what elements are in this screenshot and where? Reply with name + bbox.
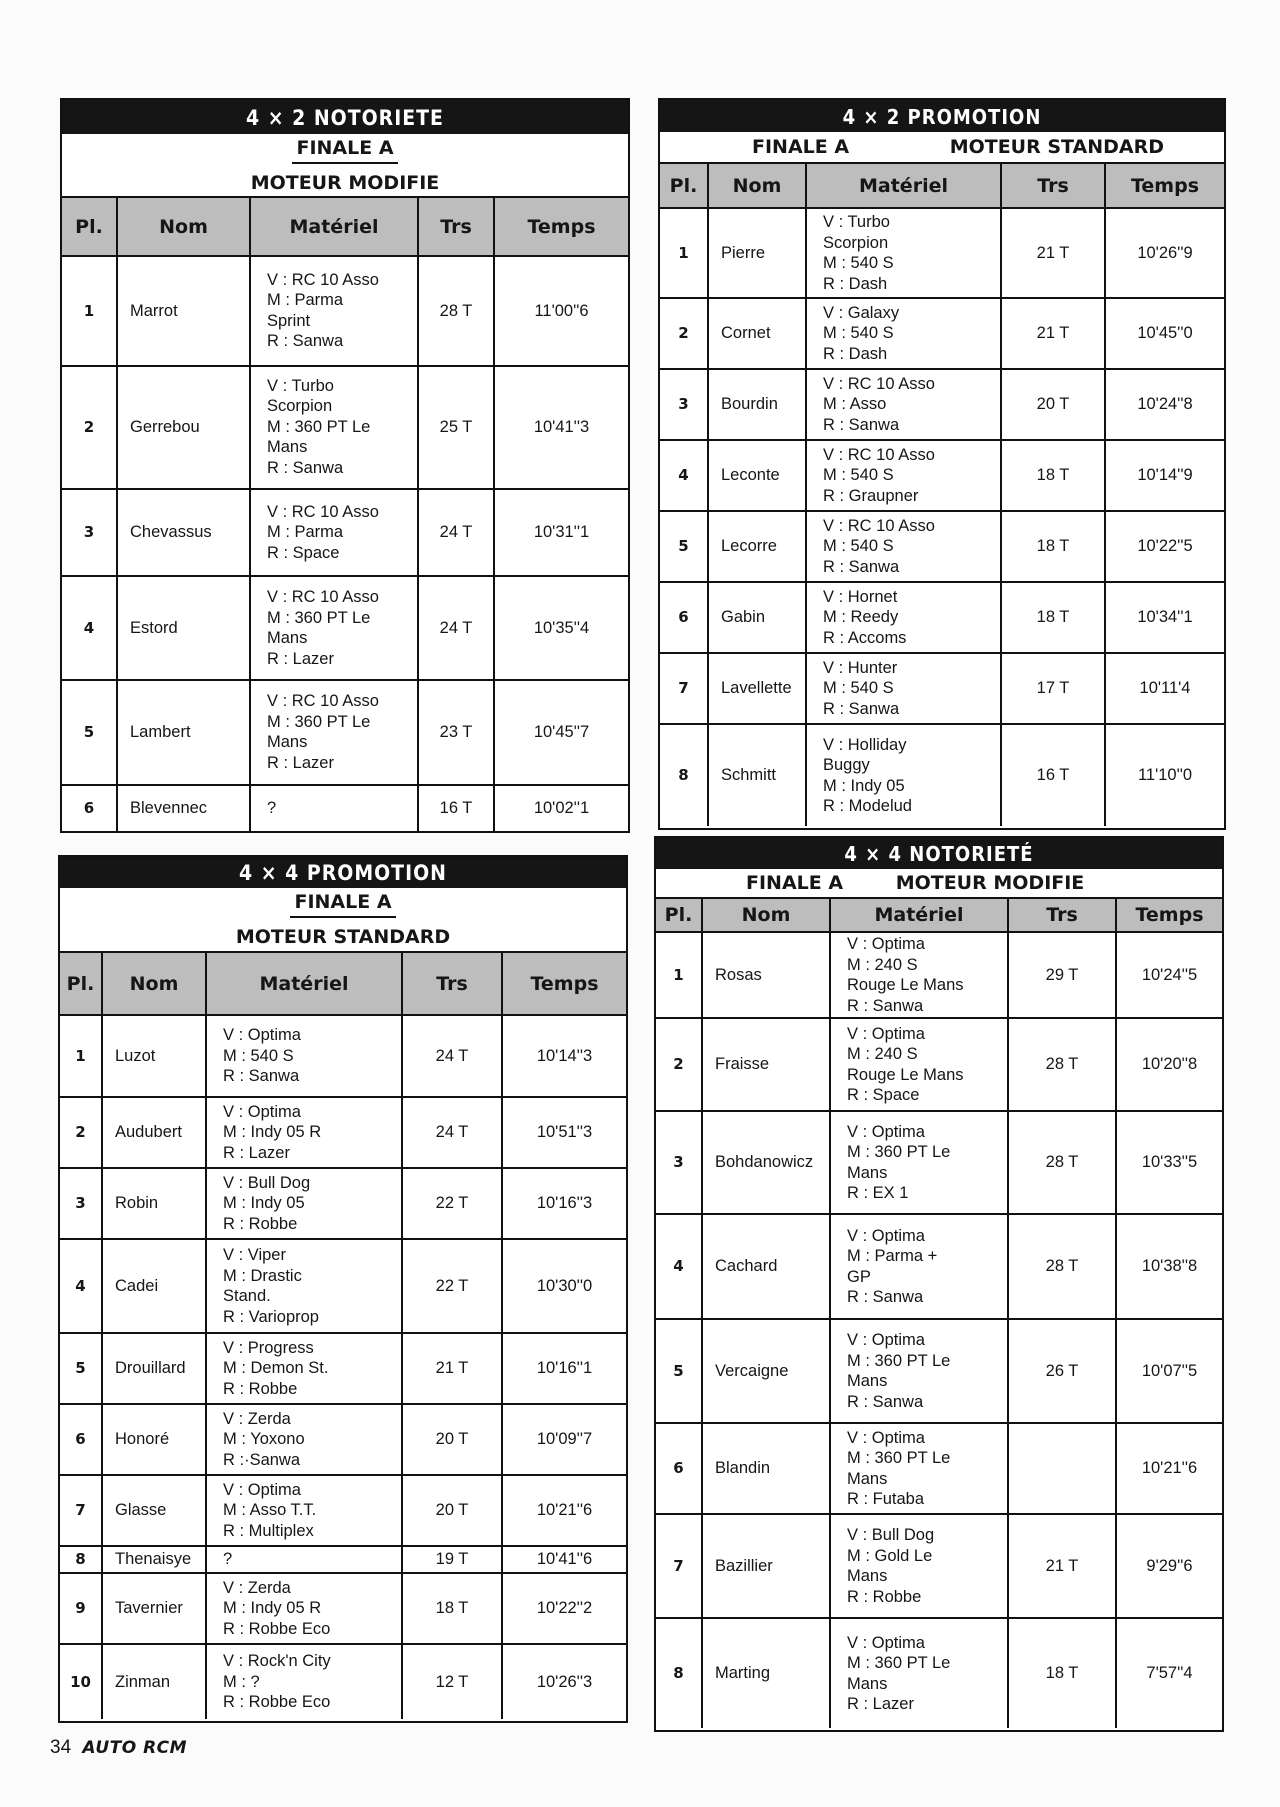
equipment-cell: V : Turbo Scorpion M : 360 PT Le Mans R : Sanwa	[250, 366, 418, 489]
equipment-cell: V : Bull Dog M : Gold Le Mans R : Robbe	[830, 1514, 1008, 1619]
place-cell: 7	[60, 1475, 102, 1546]
engine-class-label: MOTEUR MODIFIE	[250, 172, 440, 194]
col-header-trs: Trs	[418, 198, 494, 256]
laps-cell: 18 T	[1008, 1618, 1116, 1728]
col-header-materiel: Matériel	[206, 953, 402, 1015]
laps-cell: 22 T	[402, 1168, 502, 1239]
equipment-cell: V : Hornet M : Reedy R : Accoms	[806, 582, 1001, 653]
name-cell: Gerrebou	[117, 366, 250, 489]
name-cell: Drouillard	[102, 1333, 206, 1404]
time-cell: 10'35''4	[494, 576, 628, 680]
time-cell: 11'10''0	[1105, 724, 1224, 826]
name-cell: Audubert	[102, 1097, 206, 1168]
col-header-nom: Nom	[702, 899, 830, 932]
table-row	[656, 1514, 1222, 1619]
time-cell: 10'21''6	[1116, 1423, 1222, 1513]
laps-cell: 17 T	[1001, 653, 1105, 724]
place-cell: 2	[660, 298, 708, 369]
time-cell: 10'07''5	[1116, 1319, 1222, 1424]
table-row	[62, 680, 628, 785]
time-cell: 7'57''4	[1116, 1618, 1222, 1728]
results-table-4x2-notoriete	[60, 98, 630, 833]
results-grid	[60, 953, 626, 1719]
laps-cell: 18 T	[402, 1573, 502, 1644]
equipment-cell: V : Rock'n City M : ? R : Robbe Eco	[206, 1644, 402, 1719]
laps-cell: 28 T	[418, 256, 494, 366]
equipment-cell: V : Galaxy M : 540 S R : Dash	[806, 298, 1001, 369]
time-cell: 10'31''1	[494, 489, 628, 577]
table-subtitle	[656, 869, 1222, 899]
finale-label: FINALE A	[752, 136, 850, 158]
place-cell: 2	[60, 1097, 102, 1168]
name-cell: Leconte	[708, 440, 806, 511]
name-cell: Thenaisye	[102, 1546, 206, 1573]
time-cell: 10'51''3	[502, 1097, 626, 1168]
table-row	[656, 1214, 1222, 1319]
place-cell: 7	[660, 653, 708, 724]
place-cell: 4	[656, 1214, 702, 1319]
equipment-cell: V : Optima M : 240 S Rouge Le Mans R : Space	[830, 1018, 1008, 1110]
time-cell: 10'14''9	[1105, 440, 1224, 511]
laps-cell: 16 T	[1001, 724, 1105, 826]
engine-class-label: MOTEUR STANDARD	[235, 926, 451, 948]
place-cell: 9	[60, 1573, 102, 1644]
table-row	[656, 932, 1222, 1018]
time-cell: 10'30''0	[502, 1239, 626, 1333]
table-subtitle	[62, 134, 628, 198]
name-cell: Tavernier	[102, 1573, 206, 1644]
name-cell: Robin	[102, 1168, 206, 1239]
name-cell: Lavellette	[708, 653, 806, 724]
engine-class-label: MOTEUR MODIFIE	[895, 872, 1085, 894]
table-row	[60, 1015, 626, 1097]
laps-cell: 21 T	[402, 1333, 502, 1404]
equipment-cell: V : Bull Dog M : Indy 05 R : Robbe	[206, 1168, 402, 1239]
name-cell: Fraisse	[702, 1018, 830, 1110]
page-number: 34	[50, 1737, 72, 1758]
name-cell: Honoré	[102, 1404, 206, 1475]
table-row	[660, 511, 1224, 582]
time-cell: 10'41''6	[502, 1546, 626, 1573]
equipment-cell: V : Optima M : Parma + GP R : Sanwa	[830, 1214, 1008, 1319]
name-cell: Cornet	[708, 298, 806, 369]
table-row	[60, 1573, 626, 1644]
place-cell: 8	[60, 1546, 102, 1573]
equipment-cell: ?	[206, 1546, 402, 1573]
equipment-cell: V : Optima M : 240 S Rouge Le Mans R : Sanwa	[830, 932, 1008, 1018]
name-cell: Schmitt	[708, 724, 806, 826]
time-cell: 10'45''0	[1105, 298, 1224, 369]
table-row	[62, 576, 628, 680]
table-row	[60, 1168, 626, 1239]
time-cell: 10'22''2	[502, 1573, 626, 1644]
equipment-cell: V : Optima M : 360 PT Le Mans R : EX 1	[830, 1111, 1008, 1215]
laps-cell: 18 T	[1001, 582, 1105, 653]
name-cell: Gabin	[708, 582, 806, 653]
laps-cell: 28 T	[1008, 1111, 1116, 1215]
col-header-nom: Nom	[708, 164, 806, 208]
table-row	[62, 785, 628, 831]
time-cell: 10'38''8	[1116, 1214, 1222, 1319]
table-row	[660, 653, 1224, 724]
equipment-cell: V : Optima M : Asso T.T. R : Multiplex	[206, 1475, 402, 1546]
name-cell: Zinman	[102, 1644, 206, 1719]
place-cell: 5	[656, 1319, 702, 1424]
time-cell: 10'20''8	[1116, 1018, 1222, 1110]
equipment-cell: V : Optima M : 360 PT Le Mans R : Sanwa	[830, 1319, 1008, 1424]
laps-cell: 24 T	[402, 1015, 502, 1097]
place-cell: 6	[62, 785, 117, 831]
results-grid	[656, 899, 1222, 1728]
time-cell: 10'24''5	[1116, 932, 1222, 1018]
magazine-logo: AUTO RCM	[82, 1738, 188, 1758]
place-cell: 6	[656, 1423, 702, 1513]
time-cell: 10'16''1	[502, 1333, 626, 1404]
equipment-cell: V : Optima M : Indy 05 R R : Lazer	[206, 1097, 402, 1168]
laps-cell: 24 T	[418, 576, 494, 680]
time-cell: 10'41''3	[494, 366, 628, 489]
place-cell: 4	[660, 440, 708, 511]
table-row	[656, 1319, 1222, 1424]
name-cell: Blandin	[702, 1423, 830, 1513]
laps-cell: 20 T	[402, 1404, 502, 1475]
laps-cell: 12 T	[402, 1644, 502, 1719]
place-cell: 10	[60, 1644, 102, 1719]
equipment-cell: V : Progress M : Demon St. R : Robbe	[206, 1333, 402, 1404]
col-header-pl: Pl.	[660, 164, 708, 208]
equipment-cell: V : Turbo Scorpion M : 540 S R : Dash	[806, 208, 1001, 298]
results-table-4x2-promotion	[658, 98, 1226, 830]
place-cell: 1	[62, 256, 117, 366]
place-cell: 1	[60, 1015, 102, 1097]
laps-cell: 20 T	[1001, 369, 1105, 440]
results-table-4x4-promotion	[58, 855, 628, 1723]
col-header-trs: Trs	[1008, 899, 1116, 932]
col-header-nom: Nom	[102, 953, 206, 1015]
finale-label: FINALE A	[290, 888, 395, 918]
equipment-cell: V : Viper M : Drastic Stand. R : Varioprop	[206, 1239, 402, 1333]
table-row	[60, 1546, 626, 1573]
table-row	[60, 1239, 626, 1333]
laps-cell: 24 T	[402, 1097, 502, 1168]
col-header-materiel: Matériel	[250, 198, 418, 256]
name-cell: Marrot	[117, 256, 250, 366]
name-cell: Cadei	[102, 1239, 206, 1333]
col-header-temps: Temps	[1116, 899, 1222, 932]
table-row	[62, 489, 628, 577]
laps-cell: 29 T	[1008, 932, 1116, 1018]
name-cell: Lambert	[117, 680, 250, 785]
name-cell: Pierre	[708, 208, 806, 298]
table-row	[660, 724, 1224, 826]
finale-label: FINALE A	[746, 872, 844, 894]
place-cell: 2	[656, 1018, 702, 1110]
col-header-pl: Pl.	[656, 899, 702, 932]
table-title-band: 4 × 4 NOTORIETÉ	[656, 838, 1222, 869]
laps-cell: 25 T	[418, 366, 494, 489]
name-cell: Luzot	[102, 1015, 206, 1097]
table-title-band: 4 × 4 PROMOTION	[60, 857, 626, 888]
col-header-pl: Pl.	[60, 953, 102, 1015]
time-cell: 10'02''1	[494, 785, 628, 831]
place-cell: 3	[660, 369, 708, 440]
name-cell: Chevassus	[117, 489, 250, 577]
laps-cell: 21 T	[1001, 298, 1105, 369]
col-header-temps: Temps	[502, 953, 626, 1015]
place-cell: 4	[62, 576, 117, 680]
equipment-cell: V : RC 10 Asso M : 360 PT Le Mans R : Lazer	[250, 680, 418, 785]
time-cell: 10'14''3	[502, 1015, 626, 1097]
laps-cell: 22 T	[402, 1239, 502, 1333]
col-header-pl: Pl.	[62, 198, 117, 256]
table-title-band: 4 × 2 PROMOTION	[660, 100, 1224, 132]
place-cell: 3	[656, 1111, 702, 1215]
time-cell: 10'21''6	[502, 1475, 626, 1546]
place-cell: 5	[660, 511, 708, 582]
equipment-cell: V : RC 10 Asso M : 360 PT Le Mans R : Lazer	[250, 576, 418, 680]
time-cell: 10'24''8	[1105, 369, 1224, 440]
table-row	[62, 256, 628, 366]
equipment-cell: V : RC 10 Asso M : Parma Sprint R : Sanwa	[250, 256, 418, 366]
laps-cell: 19 T	[402, 1546, 502, 1573]
col-header-materiel: Matériel	[806, 164, 1001, 208]
laps-cell: 16 T	[418, 785, 494, 831]
time-cell: 10'26''3	[502, 1644, 626, 1719]
name-cell: Blevennec	[117, 785, 250, 831]
results-grid	[660, 164, 1224, 826]
table-row	[660, 582, 1224, 653]
page-footer	[50, 1737, 187, 1759]
table-row	[60, 1475, 626, 1546]
equipment-cell: V : Optima M : 360 PT Le Mans R : Lazer	[830, 1618, 1008, 1728]
laps-cell: 21 T	[1001, 208, 1105, 298]
equipment-cell: V : Holliday Buggy M : Indy 05 R : Modelud	[806, 724, 1001, 826]
table-row	[60, 1644, 626, 1719]
place-cell: 1	[660, 208, 708, 298]
results-table-4x4-notoriete	[654, 836, 1224, 1732]
laps-cell: 24 T	[418, 489, 494, 577]
laps-cell: 20 T	[402, 1475, 502, 1546]
equipment-cell: V : RC 10 Asso M : 540 S R : Graupner	[806, 440, 1001, 511]
col-header-materiel: Matériel	[830, 899, 1008, 932]
laps-cell: 21 T	[1008, 1514, 1116, 1619]
equipment-cell: ?	[250, 785, 418, 831]
table-row	[656, 1618, 1222, 1728]
time-cell: 10'22''5	[1105, 511, 1224, 582]
laps-cell: 18 T	[1001, 440, 1105, 511]
name-cell: Cachard	[702, 1214, 830, 1319]
finale-label: FINALE A	[292, 134, 397, 164]
table-row	[656, 1111, 1222, 1215]
time-cell: 10'11'4	[1105, 653, 1224, 724]
place-cell: 3	[60, 1168, 102, 1239]
table-row	[660, 298, 1224, 369]
name-cell: Bourdin	[708, 369, 806, 440]
col-header-nom: Nom	[117, 198, 250, 256]
equipment-cell: V : Hunter M : 540 S R : Sanwa	[806, 653, 1001, 724]
place-cell: 3	[62, 489, 117, 577]
table-row	[60, 1333, 626, 1404]
name-cell: Bazillier	[702, 1514, 830, 1619]
name-cell: Vercaigne	[702, 1319, 830, 1424]
col-header-trs: Trs	[1001, 164, 1105, 208]
name-cell: Estord	[117, 576, 250, 680]
table-row	[60, 1404, 626, 1475]
place-cell: 2	[62, 366, 117, 489]
laps-cell: 28 T	[1008, 1214, 1116, 1319]
results-grid	[62, 198, 628, 831]
equipment-cell: V : Optima M : 540 S R : Sanwa	[206, 1015, 402, 1097]
place-cell: 5	[62, 680, 117, 785]
place-cell: 8	[660, 724, 708, 826]
place-cell: 6	[60, 1404, 102, 1475]
laps-cell: 18 T	[1001, 511, 1105, 582]
table-row	[660, 440, 1224, 511]
time-cell: 10'26''9	[1105, 208, 1224, 298]
place-cell: 1	[656, 932, 702, 1018]
place-cell: 8	[656, 1618, 702, 1728]
time-cell: 9'29''6	[1116, 1514, 1222, 1619]
table-row	[62, 366, 628, 489]
laps-cell: 26 T	[1008, 1319, 1116, 1424]
equipment-cell: V : RC 10 Asso M : Parma R : Space	[250, 489, 418, 577]
table-row	[656, 1018, 1222, 1110]
laps-cell	[1008, 1423, 1116, 1513]
time-cell: 10'16''3	[502, 1168, 626, 1239]
table-row	[60, 1097, 626, 1168]
time-cell: 10'09''7	[502, 1404, 626, 1475]
place-cell: 5	[60, 1333, 102, 1404]
place-cell: 6	[660, 582, 708, 653]
name-cell: Marting	[702, 1618, 830, 1728]
table-subtitle	[60, 888, 626, 953]
time-cell: 10'45''7	[494, 680, 628, 785]
table-title-band: 4 × 2 NOTORIETE	[62, 100, 628, 134]
equipment-cell: V : Zerda M : Indy 05 R R : Robbe Eco	[206, 1573, 402, 1644]
col-header-temps: Temps	[1105, 164, 1224, 208]
name-cell: Glasse	[102, 1475, 206, 1546]
equipment-cell: V : RC 10 Asso M : Asso R : Sanwa	[806, 369, 1001, 440]
place-cell: 4	[60, 1239, 102, 1333]
equipment-cell: V : Zerda M : Yoxono R :·Sanwa	[206, 1404, 402, 1475]
equipment-cell: V : Optima M : 360 PT Le Mans R : Futaba	[830, 1423, 1008, 1513]
laps-cell: 28 T	[1008, 1018, 1116, 1110]
table-row	[660, 369, 1224, 440]
time-cell: 10'33''5	[1116, 1111, 1222, 1215]
name-cell: Bohdanowicz	[702, 1111, 830, 1215]
engine-class-label: MOTEUR STANDARD	[949, 136, 1165, 158]
laps-cell: 23 T	[418, 680, 494, 785]
place-cell: 7	[656, 1514, 702, 1619]
table-subtitle	[660, 132, 1224, 164]
table-row	[656, 1423, 1222, 1513]
col-header-temps: Temps	[494, 198, 628, 256]
time-cell: 10'34''1	[1105, 582, 1224, 653]
name-cell: Lecorre	[708, 511, 806, 582]
col-header-trs: Trs	[402, 953, 502, 1015]
table-row	[660, 208, 1224, 298]
time-cell: 11'00''6	[494, 256, 628, 366]
equipment-cell: V : RC 10 Asso M : 540 S R : Sanwa	[806, 511, 1001, 582]
name-cell: Rosas	[702, 932, 830, 1018]
